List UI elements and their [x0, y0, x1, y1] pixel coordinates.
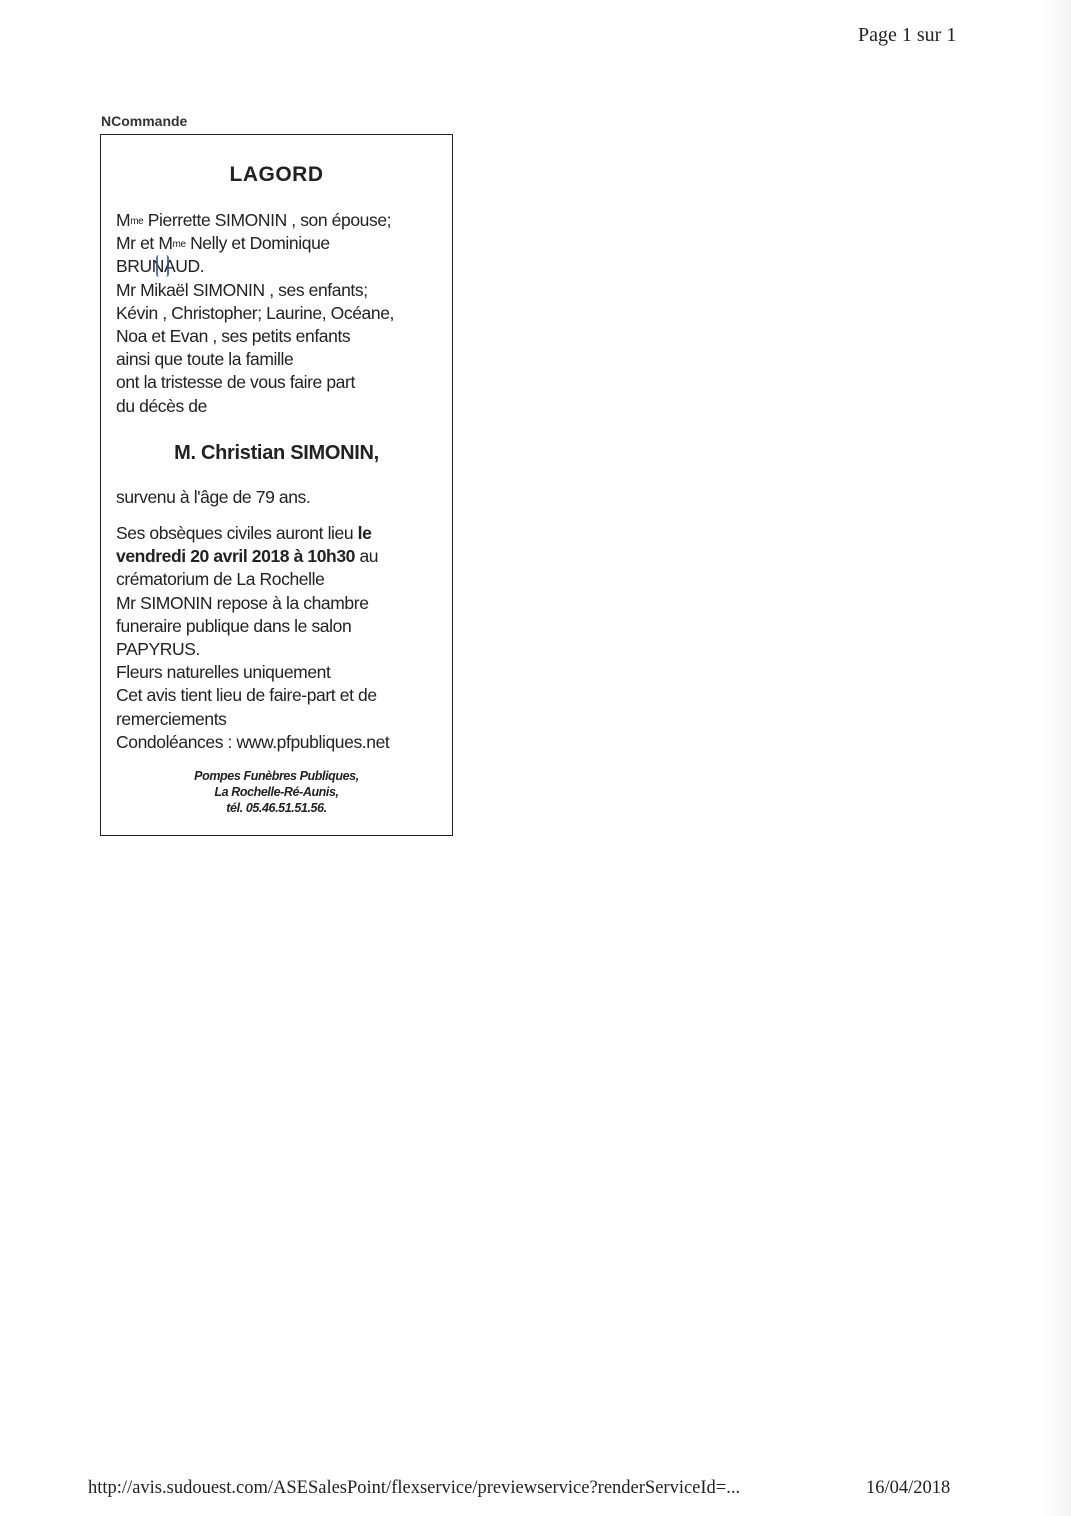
family-line-text: Pierrette SIMONIN , son épouse;	[143, 210, 392, 230]
family-line-text: Nelly et Dominique	[185, 233, 330, 254]
condolences-line: Condoléances : www.pfpubliques.net	[116, 731, 390, 752]
details-line: funeraire publique dans le salon	[116, 615, 352, 636]
family-line-text: Mr et M	[116, 233, 173, 254]
funeral-home-phone: tél. 05.46.51.51.56.	[226, 801, 327, 815]
details-line: Mr SIMONIN repose à la chambre	[116, 592, 369, 613]
deceased-name: M. Christian SIMONIN,	[174, 442, 379, 464]
family-line	[116, 209, 446, 232]
family-announcement	[116, 209, 446, 418]
details-line: Cet avis tient lieu de faire-part et de	[116, 685, 377, 706]
age-line: survenu à l'âge de 79 ans.	[116, 487, 311, 507]
funeral-home-location: La Rochelle-Ré-Aunis,	[214, 785, 339, 799]
funeral-home-signature	[100, 768, 453, 816]
details-line	[116, 522, 446, 545]
details-line	[116, 545, 446, 568]
handwritten-correction-mark	[156, 255, 169, 277]
footer-url: http://avis.sudouest.com/ASESalesPoint/flexservice/previewservice?renderServiceId=...	[88, 1478, 741, 1498]
family-line: ont la tristesse de vous faire part	[116, 372, 355, 393]
details-line: Fleurs naturelles uniquement	[116, 662, 331, 683]
details-bold-text: le	[357, 523, 372, 543]
family-line: Kévin , Christopher; Laurine, Océane,	[116, 302, 395, 323]
details-line: remerciements	[116, 708, 227, 729]
details-line: crématorium de La Rochelle	[116, 569, 325, 590]
details-line-text: Ses obsèques civiles auront lieu	[116, 523, 358, 543]
title-superscript: me	[172, 239, 186, 251]
details-line-text: au	[355, 546, 379, 567]
order-label: NCommande	[101, 113, 188, 129]
funeral-date-time: vendredi 20 avril 2018 à 10h30	[116, 546, 355, 567]
page-edge-shadow	[1041, 0, 1071, 1516]
family-line: BRUNAUD.	[116, 256, 205, 277]
notice-town: LAGORD	[229, 163, 324, 186]
details-line: PAPYRUS.	[116, 639, 201, 660]
family-line-text: M	[116, 210, 131, 230]
page-number: Page 1 sur 1	[858, 24, 957, 46]
family-line: Mr Mikaël SIMONIN , ses enfants;	[116, 279, 368, 300]
footer-date: 16/04/2018	[866, 1478, 951, 1498]
family-line: du décès de	[116, 395, 207, 416]
funeral-details	[116, 522, 446, 754]
family-line: Noa et Evan , ses petits enfants	[116, 326, 351, 347]
title-superscript: me	[130, 216, 144, 227]
family-line	[116, 232, 446, 255]
family-line: ainsi que toute la famille	[116, 349, 294, 370]
funeral-home-name: Pompes Funèbres Publiques,	[194, 769, 359, 783]
